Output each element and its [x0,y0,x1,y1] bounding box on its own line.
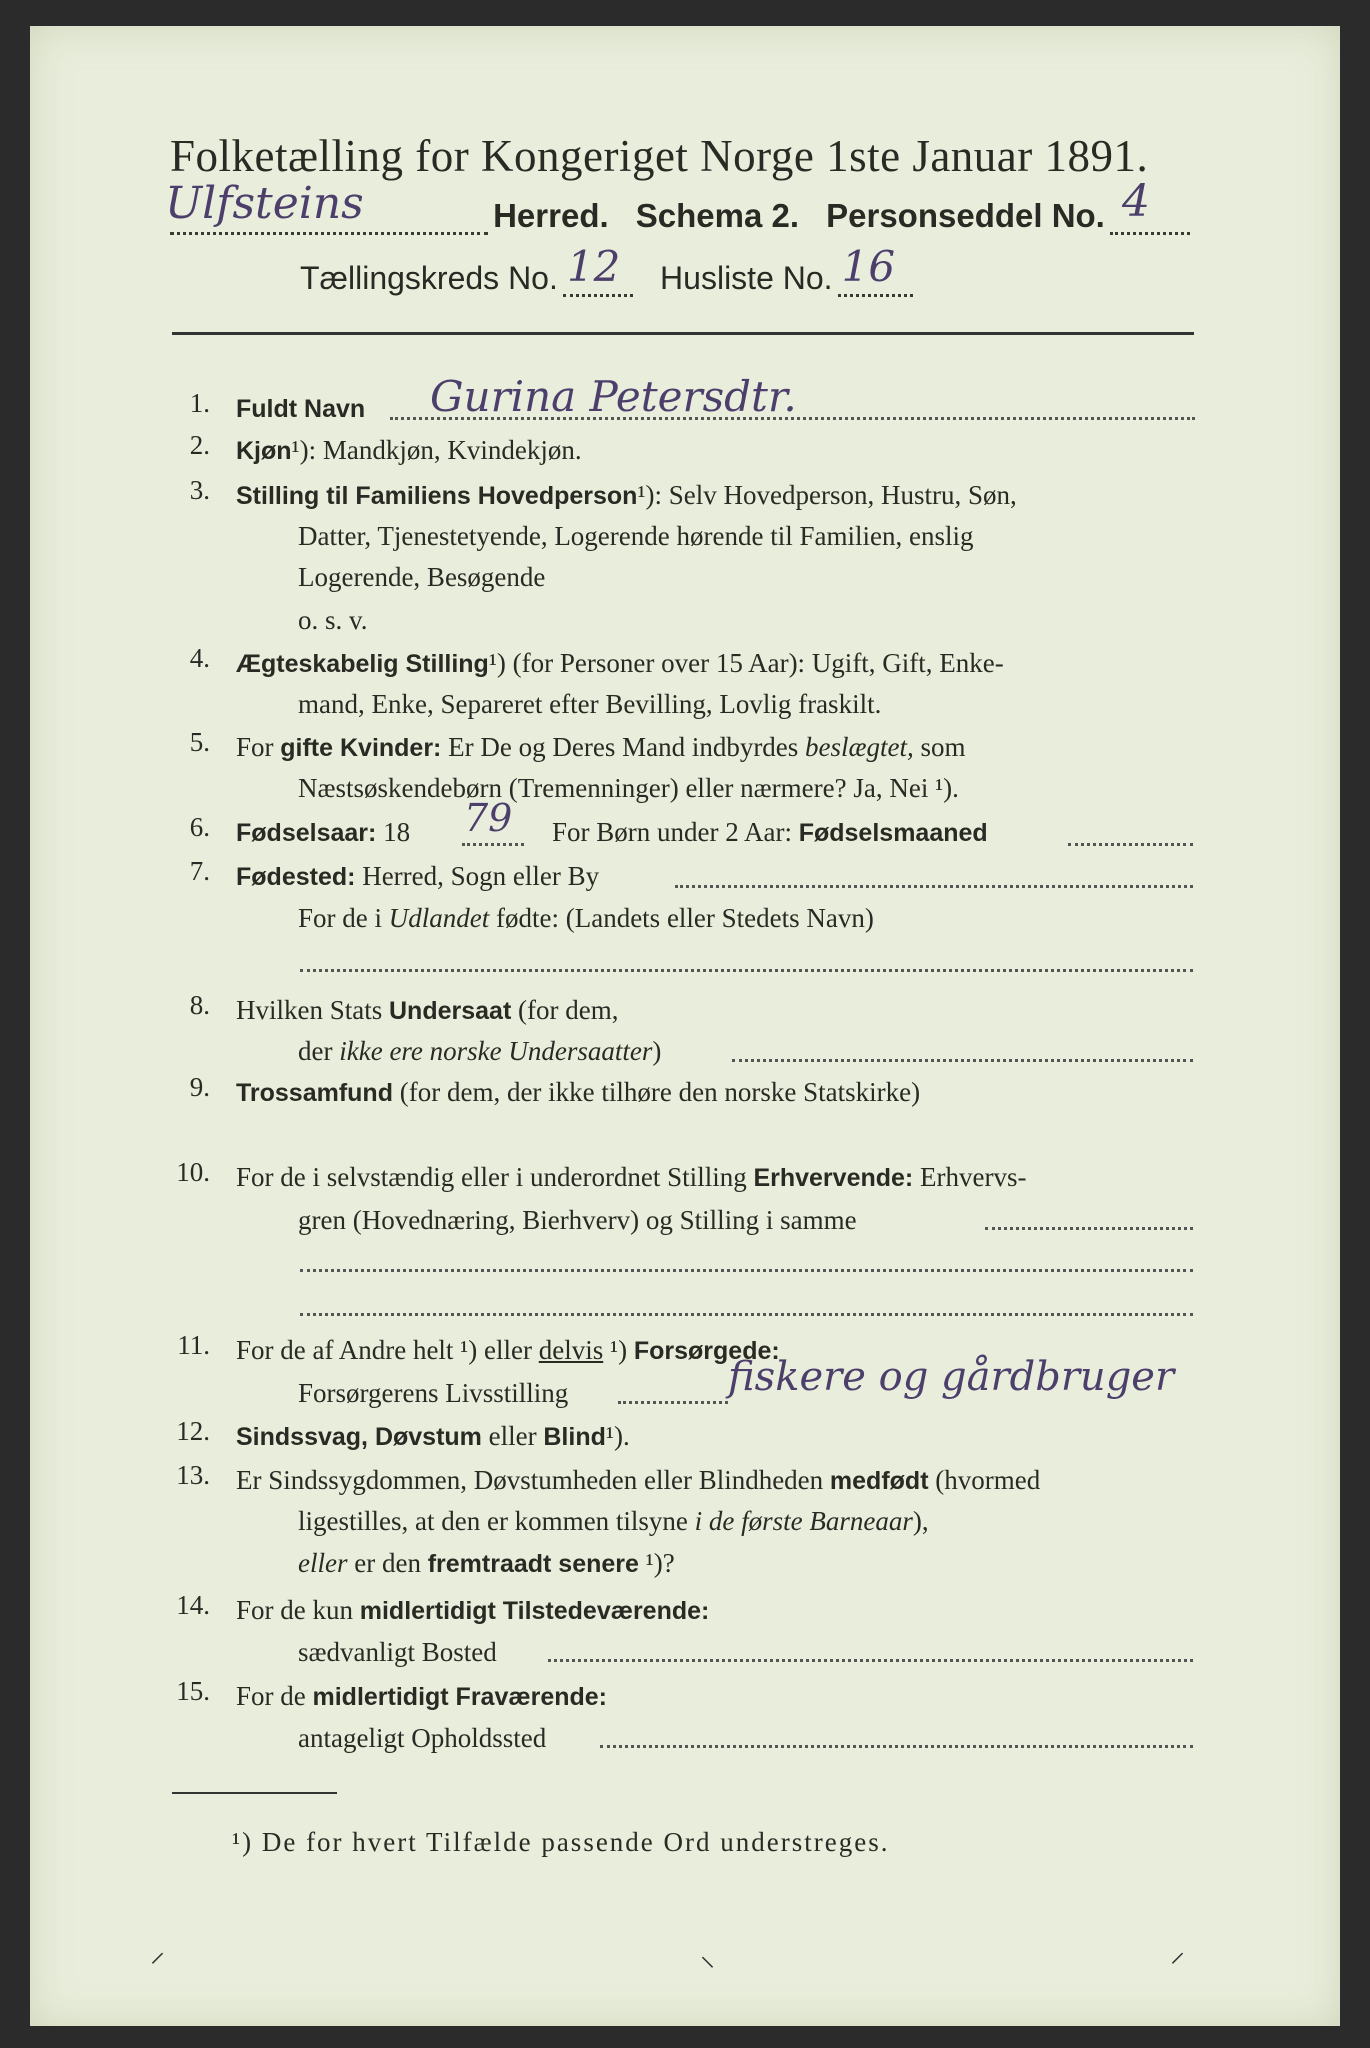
question-text: For Børn under 2 Aar: [552,817,792,847]
question-text: (hvormed [935,1465,1041,1495]
question-6-mid [552,812,988,853]
question-label: midlertidigt Tilstedeværende: [359,1597,710,1625]
question-label: Stilling til Familiens Hovedperson [236,482,638,510]
question-text: ) [652,1036,662,1066]
personseddel-label: Personseddel No. [826,197,1105,234]
question-text: Er De og Deres Mand indbyrdes [448,732,799,762]
question-label: Sindssvag, Døvstum [236,1423,482,1451]
question-8-line2 [298,1031,661,1071]
question-label: Fuldt Navn [236,395,366,423]
question-13-line2 [298,1501,929,1541]
question-number: 5. [189,727,210,757]
question-6 [236,812,410,853]
question-text: ¹) (for Personer over 15 Aar): Ugift, Gift, Enke- [488,648,1004,678]
question-text: Hvilken Stats [236,995,383,1025]
census-form-sheet [30,26,1340,2026]
herred-label: Herred. [493,197,609,234]
footnote-rule [172,1792,337,1794]
question-label: Blind [543,1423,606,1451]
question-text: For [236,732,274,762]
question-10-line2: gren (Hovednæring, Bierhverv) og Stilling i samme [298,1205,857,1235]
question-italic: i de første Barneaar [694,1506,913,1536]
question-15-line2: antageligt Opholdssted [298,1723,547,1753]
question-label: Kjøn [236,437,292,465]
herred-field [165,178,488,235]
question-text: ), [912,1506,929,1536]
question-number: 15. [176,1676,210,1706]
foreign-birthplace-fill-line [300,968,1193,972]
schema-label: Schema 2. [635,197,800,234]
question-text: For de af Andre helt ¹) eller [236,1335,532,1365]
form-title: Folketælling for Kongeriget Norge 1ste Januar 1891. [170,131,1149,181]
question-text: For de [236,1681,306,1711]
question-text: ¹). [605,1421,630,1451]
question-text: fødte: (Landets eller Stedets Navn) [496,903,874,933]
question-number: 13. [176,1460,210,1490]
question-text: der [298,1036,333,1066]
question-10 [236,1157,1026,1198]
citizenship-fill-line [732,1058,1193,1062]
birthplace-fill-line [675,884,1193,888]
question-14-line2: sædvanligt Bosted [298,1637,497,1667]
question-text: ¹)? [645,1548,675,1578]
kreds-handwriting: 12 [566,242,621,291]
name-handwriting: Gurina Petersdtr. [430,372,797,421]
footnote: ¹) De for hvert Tilfælde passende Ord understreges. [232,1827,890,1857]
occupation-fill-line [985,1226,1193,1230]
birthyear-fill-line [462,842,524,846]
question-number: 9. [189,1072,210,1102]
header-rule [172,332,1194,335]
question-text: For de kun [236,1595,353,1625]
question-number: 2. [189,430,210,460]
personseddel-field [1110,176,1190,235]
husliste-label: Husliste No. [660,260,833,296]
name-fill-line [390,416,1195,420]
question-text: ¹): Mandkjøn, Kvindekjøn. [291,435,582,465]
question-label: Fødselsaar: [236,819,377,847]
question-text: 18 [383,817,411,847]
question-text: er den [354,1548,421,1578]
question-3-line4: o. s. v. [298,605,368,635]
question-7-line2 [298,898,874,938]
question-11 [236,1330,780,1371]
question-4 [236,643,1004,684]
kreds-field [563,242,633,297]
question-text: For de i [298,903,382,933]
question-12 [236,1416,630,1457]
question-number: 14. [176,1590,210,1620]
question-number: 1. [189,388,210,418]
question-label: Ægteskabelig Stilling [236,650,489,678]
question-4-line2: mand, Enke, Separeret efter Bevilling, Lovlig fraskilt. [298,689,882,719]
question-text: ligestilles, at den er kommen tilsyne [298,1506,688,1536]
question-number: 11. [177,1330,210,1360]
question-number: 10. [176,1157,210,1187]
question-11-line2: Forsørgerens Livsstilling [298,1378,569,1408]
question-italic: ikke ere norske Undersaatter [339,1036,653,1066]
provider-handwriting: fiskere og gårdbruger [728,1354,1175,1400]
question-number: 7. [189,856,210,886]
question-number: 4. [189,643,210,673]
question-15 [236,1676,607,1717]
question-number: 3. [189,475,210,505]
question-label: Forsørgede: [633,1337,780,1365]
question-text: som [920,732,966,762]
question-5-line2: Næstsøskendebørn (Tremenninger) eller nærmere? Ja, Nei ¹). [298,773,959,803]
question-3 [236,475,1017,516]
question-5 [236,727,966,768]
pencil-mark: ⸍ [150,1947,165,1982]
question-number: 8. [189,990,210,1020]
kreds-label: Tællingskreds No. [300,260,558,296]
question-13 [236,1460,1040,1501]
question-underlined: delvis [538,1335,604,1365]
birthmonth-fill-line [1068,842,1193,846]
question-3-line3: Logerende, Besøgende [298,562,546,592]
question-text: Er Sindssygdommen, Døvstumheden eller Blindheden [236,1465,824,1495]
pencil-mark: ⸍ [1170,1947,1185,1982]
question-text: Herred, Sogn eller By [362,861,600,891]
question-3-line2: Datter, Tjenestetyende, Logerende hørende til Familien, enslig [298,521,974,551]
question-text: Erhvervs- [920,1162,1027,1192]
question-label: Fødselsmaaned [798,819,988,847]
husliste-field [838,242,913,297]
residence-fill-line [548,1658,1193,1662]
question-italic: eller [298,1548,348,1578]
question-label: Fødested: [236,863,356,891]
question-text: ¹): Selv Hovedperson, Hustru, Søn, [637,480,1017,510]
question-label: gifte Kvinder: [280,734,442,762]
question-1 [236,388,365,429]
question-label: Trossamfund [236,1079,393,1107]
birthyear-handwriting: 79 [464,796,513,840]
provider-fill-line [618,1400,728,1404]
question-text: ¹) [603,1335,628,1365]
question-label: midlertidigt Fraværende: [312,1683,607,1711]
question-8 [236,990,618,1031]
question-number: 6. [189,812,210,842]
question-label: fremtraadt senere [427,1550,639,1578]
question-label: Undersaat [389,997,512,1025]
question-text: For de i selvstændig eller i underordnet Stilling [236,1162,747,1192]
question-number: 12. [176,1416,210,1446]
kreds-line [300,242,913,297]
question-7 [236,856,599,897]
occupation-fill-line-3 [300,1312,1193,1316]
question-2 [236,430,582,471]
question-13-line3 [298,1543,675,1584]
question-italic: Udlandet [388,903,490,933]
personseddel-handwriting: 4 [1121,176,1150,227]
question-italic: beslægtet, [805,732,914,762]
herred-handwriting: Ulfsteins [165,178,364,229]
question-text: eller [488,1421,537,1451]
pencil-mark: ⸌ [700,1951,715,1986]
stay-fill-line [600,1744,1193,1748]
question-9 [236,1072,920,1113]
husliste-handwriting: 16 [841,242,896,291]
herred-line [165,176,1190,235]
question-label: medfødt [829,1467,929,1495]
occupation-fill-line-2 [300,1268,1193,1272]
question-text: (for dem, [518,995,619,1025]
question-label: Erhvervende: [753,1164,914,1192]
question-text: (for dem, der ikke tilhøre den norske Statskirke) [399,1077,921,1107]
question-14 [236,1590,709,1631]
